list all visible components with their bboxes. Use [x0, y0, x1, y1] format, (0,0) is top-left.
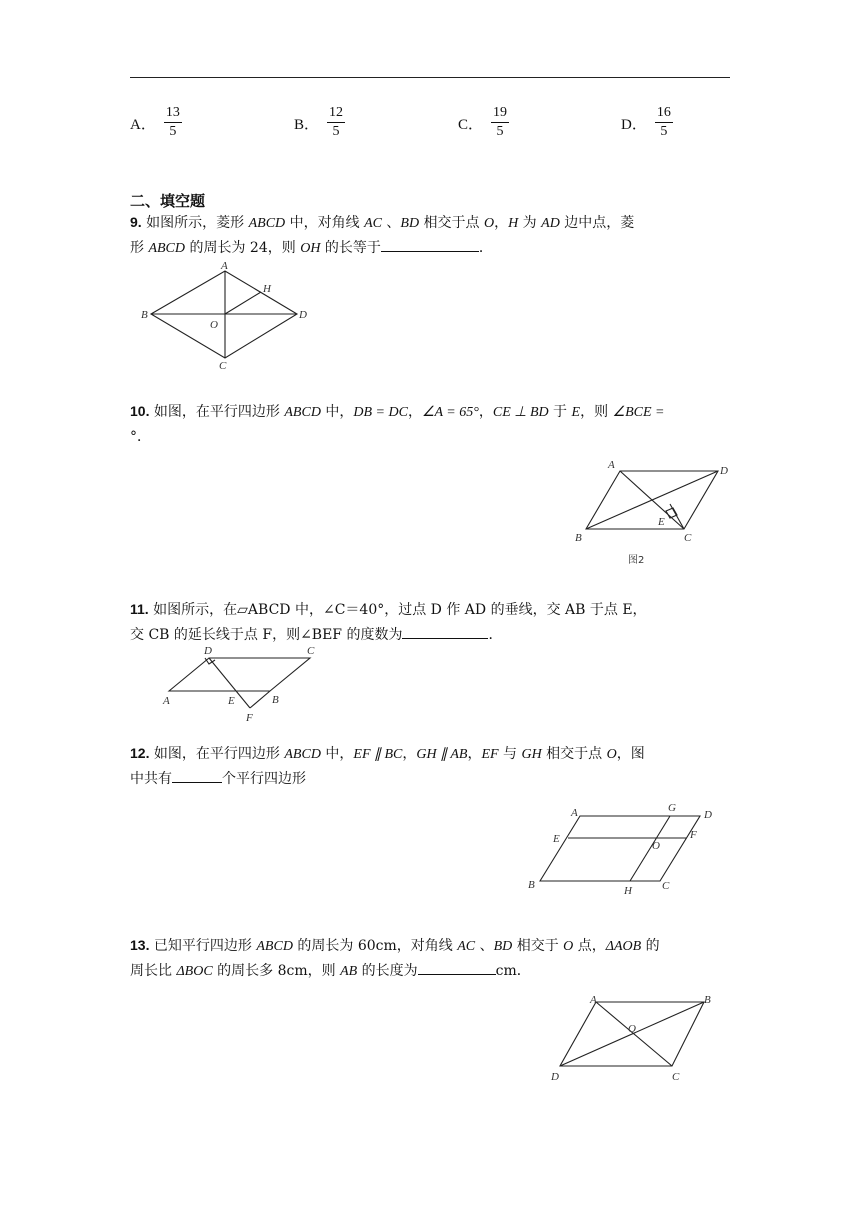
text: ，对角线	[396, 938, 458, 954]
text: 如图，在平行四边形	[149, 746, 285, 762]
text: 点，	[573, 938, 606, 954]
math: AC	[364, 216, 382, 231]
denominator: 5	[496, 124, 504, 139]
math: O	[483, 216, 495, 231]
text: ，则	[580, 404, 613, 420]
text: ，则	[307, 963, 341, 979]
label-e: E	[658, 516, 665, 528]
label-e: E	[553, 833, 560, 845]
numerator: 19	[491, 104, 509, 123]
label-a: A	[590, 994, 597, 1006]
math: BD	[400, 216, 420, 231]
text: ．	[488, 627, 503, 643]
math: ΔAOB	[605, 939, 642, 954]
text: 形	[130, 240, 149, 256]
math: ABCD	[256, 939, 293, 954]
text: ，	[478, 404, 493, 420]
label-o: O	[652, 840, 660, 852]
label-d: D	[204, 645, 212, 657]
label-f: F	[690, 829, 697, 841]
label-c: C	[662, 880, 670, 892]
text: 相交于	[512, 938, 564, 954]
label-a: A	[163, 695, 170, 707]
math: O	[606, 747, 617, 762]
text: 的周长为	[185, 240, 250, 256]
text: 的周长为	[292, 938, 358, 954]
text: 如图，在平行四边形	[149, 404, 285, 420]
label-c: C	[684, 532, 692, 544]
text: 、	[381, 215, 401, 231]
math: EF	[481, 747, 499, 762]
label-o: O	[628, 1023, 636, 1035]
text: 中，	[320, 404, 354, 420]
label-h: H	[624, 885, 632, 897]
text: 的	[641, 938, 660, 954]
math: DB = DC	[353, 405, 408, 420]
label-d: D	[299, 309, 307, 321]
text: 的周长多	[212, 963, 278, 979]
question-number: 11.	[130, 601, 149, 617]
text: 如图所示，在▱ABCD 中，∠C＝40°，过点 D 作 AD 的垂线，交 AB 于点 E，	[148, 602, 647, 618]
math: CE ⊥ BD	[492, 405, 549, 420]
math: GH ∥ AB	[416, 747, 468, 762]
text: 的长等于	[320, 240, 381, 256]
label-c: C	[219, 360, 227, 372]
text: 相交于点	[541, 746, 607, 762]
math: 60cm	[357, 938, 397, 954]
text: ，则	[267, 240, 301, 256]
label-o: O	[210, 319, 218, 331]
section-title: 二、填空题	[130, 192, 206, 210]
math: 24	[249, 240, 268, 256]
math: EF ∥ BC	[353, 747, 403, 762]
choice-letter: D．	[621, 117, 647, 133]
label-b: B	[704, 994, 711, 1006]
math: BD	[493, 939, 513, 954]
text: °．	[130, 429, 151, 445]
question-number: 9.	[130, 214, 142, 230]
denominator: 5	[169, 124, 177, 139]
text: 的长度为	[357, 963, 418, 979]
question-number: 10.	[130, 403, 150, 419]
text: ，图	[616, 746, 645, 762]
text: 中共有	[130, 771, 172, 787]
text: cm．	[495, 963, 531, 979]
text: 个平行四边形	[222, 771, 306, 787]
figure-caption: 图2	[628, 555, 645, 566]
text: 相交于点	[419, 215, 484, 231]
question-number: 13.	[130, 937, 150, 953]
math: ABCD	[284, 405, 321, 420]
question-number: 12.	[130, 745, 150, 761]
text: 已知平行四边形	[149, 938, 257, 954]
numerator: 12	[327, 104, 345, 123]
math: AB	[340, 964, 358, 979]
math: E	[571, 405, 581, 420]
label-e: E	[228, 695, 235, 707]
label-b: B	[272, 694, 279, 706]
text: ，	[467, 746, 482, 762]
choice-letter: C．	[458, 117, 484, 133]
math: OH	[300, 241, 321, 256]
label-h: H	[263, 283, 271, 295]
denominator: 5	[660, 124, 668, 139]
choice-letter: A．	[130, 117, 156, 133]
text: 于	[548, 404, 572, 420]
choice-letter: B．	[294, 117, 320, 133]
label-b: B	[528, 879, 535, 891]
math: ΔBOC	[176, 964, 213, 979]
label-a: A	[221, 260, 228, 272]
text: 中，对角线	[285, 215, 365, 231]
label-d: D	[551, 1071, 559, 1083]
label-b: B	[575, 532, 582, 544]
math: 8cm	[277, 963, 308, 979]
label-a: A	[571, 807, 578, 819]
label-f: F	[246, 712, 253, 724]
math: ∠A = 65°	[421, 405, 479, 420]
numerator: 16	[655, 104, 673, 123]
math: ABCD	[248, 216, 286, 231]
math: AC	[457, 939, 476, 954]
text: ．	[478, 240, 493, 256]
label-a: A	[608, 459, 615, 471]
denominator: 5	[332, 124, 340, 139]
text: ，	[407, 404, 422, 420]
label-g: G	[668, 802, 676, 814]
label-d: D	[704, 809, 712, 821]
label-b: B	[141, 309, 148, 321]
text: ，	[402, 746, 417, 762]
math: AD	[541, 216, 560, 231]
numerator: 13	[164, 104, 182, 123]
text: 交 CB 的延长线于点 F，则∠BEF 的度数为	[130, 627, 403, 643]
text: 如图所示，菱形	[141, 215, 249, 231]
label-c: C	[307, 645, 315, 657]
math: H	[508, 216, 519, 231]
text: 、	[475, 938, 494, 954]
text: 中，	[320, 746, 354, 762]
math: O	[563, 939, 574, 954]
math: ABCD	[148, 241, 186, 256]
text: 为	[518, 215, 542, 231]
text: 边中点，菱	[559, 215, 635, 231]
math: GH	[521, 747, 542, 762]
text: 与	[498, 746, 522, 762]
math: ∠BCE =	[612, 405, 665, 420]
label-d: D	[720, 465, 728, 477]
text: ，	[494, 215, 509, 231]
math: ABCD	[284, 747, 321, 762]
label-c: C	[672, 1071, 680, 1083]
text: 周长比	[130, 963, 177, 979]
